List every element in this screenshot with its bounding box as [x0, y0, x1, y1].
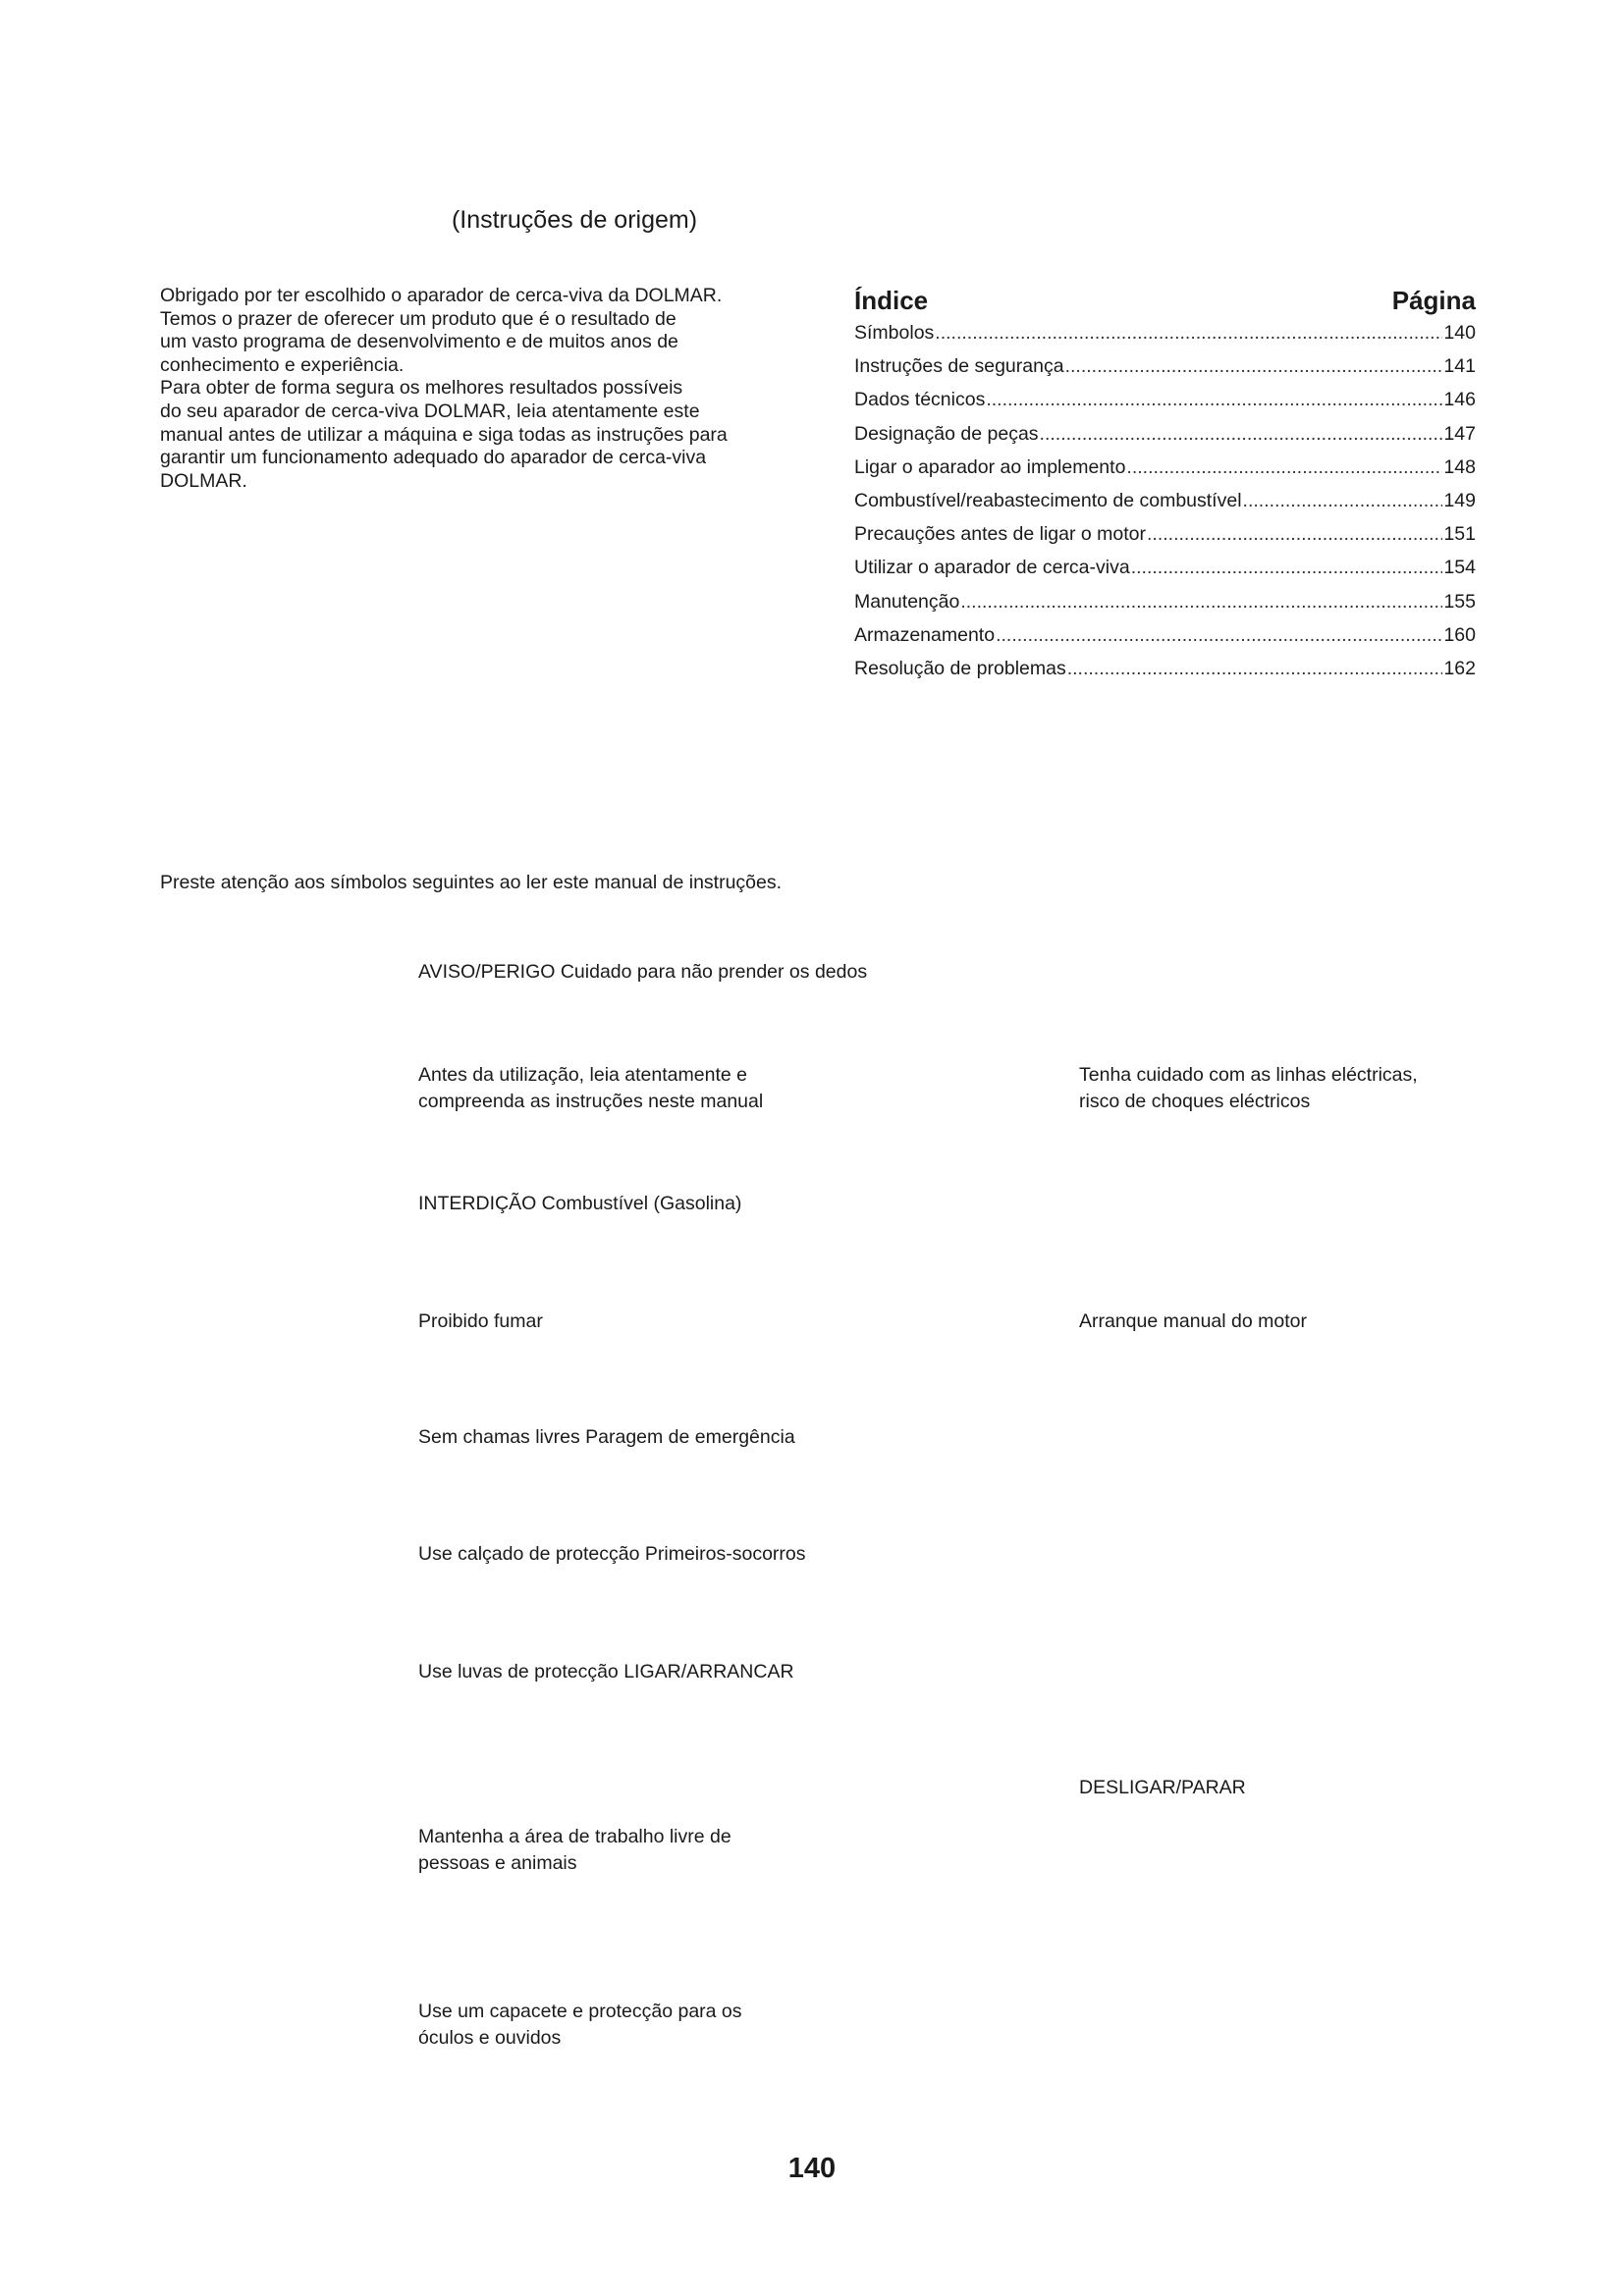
toc-item-label: Ligar o aparador ao implemento — [854, 455, 1126, 478]
table-of-contents — [854, 286, 1476, 691]
toc-item-using[interactable] — [854, 557, 1476, 590]
toc-item-precautions[interactable] — [854, 523, 1476, 557]
toc-item-label: Resolução de problemas — [854, 657, 1066, 679]
toc-heading: Índice — [854, 286, 929, 315]
intro-line: do seu aparador de cerca-viva DOLMAR, leia atentamente este — [160, 400, 700, 422]
toc-leader-dots — [1040, 423, 1443, 446]
toc-item-attach[interactable] — [854, 456, 1476, 490]
symbol-no-smoking: Proibido fumar — [418, 1310, 543, 1332]
document-subtitle: (Instruções de origem) — [451, 206, 698, 234]
toc-leader-dots — [1147, 523, 1442, 546]
symbol-text-line: óculos e ouvidos — [418, 2027, 562, 2049]
toc-item-label: Símbolos — [854, 322, 935, 344]
toc-leader-dots — [1131, 557, 1443, 579]
toc-item-page: 146 — [1443, 389, 1476, 411]
intro-line: Para obter de forma segura os melhores resultados possíveis — [160, 377, 683, 400]
symbol-read-manual — [418, 1062, 763, 1115]
toc-item-technical-data[interactable] — [854, 389, 1476, 422]
toc-leader-dots — [1243, 490, 1443, 512]
symbols-intro: Preste atenção aos símbolos seguintes ao ler este manual de instruções. — [160, 872, 783, 893]
toc-item-label: Instruções de segurança — [854, 355, 1064, 378]
toc-item-label: Manutenção — [854, 590, 960, 613]
symbol-manual-start: Arranque manual do motor — [1079, 1310, 1307, 1332]
symbol-text-line: risco de choques eléctricos — [1079, 1091, 1311, 1112]
toc-leader-dots — [1067, 658, 1443, 680]
symbol-power-lines — [1079, 1062, 1418, 1115]
toc-item-label: Combustível/reabastecimento de combustível — [854, 489, 1242, 511]
toc-item-parts[interactable] — [854, 423, 1476, 456]
symbol-gloves: Use luvas de protecção LIGAR/ARRANCAR — [418, 1661, 794, 1682]
intro-line: um vasto programa de desenvolvimento e de muitos anos de — [160, 331, 678, 353]
toc-item-page: 149 — [1443, 489, 1476, 511]
toc-item-troubleshooting[interactable] — [854, 658, 1476, 691]
toc-item-page: 162 — [1443, 657, 1476, 679]
toc-item-page: 147 — [1443, 422, 1476, 445]
toc-leader-dots — [996, 624, 1442, 647]
toc-page-heading: Página — [1391, 286, 1476, 315]
toc-header — [854, 286, 1476, 316]
toc-item-maintenance[interactable] — [854, 591, 1476, 624]
toc-item-page: 141 — [1443, 355, 1476, 378]
toc-item-fuel[interactable] — [854, 490, 1476, 523]
symbol-warning: AVISO/PERIGO Cuidado para não prender os dedos — [418, 961, 868, 983]
symbol-no-flames: Sem chamas livres Paragem de emergência — [418, 1426, 795, 1448]
toc-item-page: 151 — [1443, 523, 1476, 546]
symbol-fuel: INTERDIÇÃO Combustível (Gasolina) — [418, 1193, 742, 1214]
toc-item-label: Armazenamento — [854, 623, 996, 646]
intro-line: garantir um funcionamento adequado do aparador de cerca-viva — [160, 447, 707, 469]
toc-leader-dots — [1065, 355, 1443, 378]
symbol-stop: DESLIGAR/PARAR — [1079, 1777, 1246, 1798]
toc-item-page: 160 — [1443, 623, 1476, 646]
toc-item-symbols[interactable] — [854, 322, 1476, 355]
symbol-text-line: Antes da utilização, leia atentamente e — [418, 1064, 747, 1086]
symbol-text-line: Tenha cuidado com as linhas eléctricas, — [1079, 1064, 1418, 1086]
symbol-keep-clear — [418, 1824, 731, 1877]
toc-item-label: Precauções antes de ligar o motor — [854, 523, 1146, 546]
symbol-text-line: compreenda as instruções neste manual — [418, 1091, 764, 1112]
toc-leader-dots — [935, 322, 1442, 345]
symbol-text-line: Mantenha a área de trabalho livre de — [418, 1826, 731, 1847]
intro-line: Temos o prazer de oferecer um produto que é o resultado de — [160, 307, 677, 330]
symbol-text-line: Use um capacete e protecção para os — [418, 2001, 742, 2022]
intro-line: manual antes de utilizar a máquina e siga todas as instruções para — [160, 423, 728, 446]
toc-item-label: Dados técnicos — [854, 389, 986, 411]
toc-leader-dots — [986, 389, 1442, 411]
symbol-helmet — [418, 1999, 742, 2052]
toc-item-safety[interactable] — [854, 355, 1476, 389]
toc-item-page: 155 — [1443, 590, 1476, 613]
toc-item-storage[interactable] — [854, 624, 1476, 658]
intro-line: DOLMAR. — [160, 469, 247, 492]
toc-item-page: 140 — [1443, 322, 1476, 344]
toc-leader-dots — [1126, 456, 1442, 479]
intro-line: Obrigado por ter escolhido o aparador de cerca-viva da DOLMAR. — [160, 285, 723, 306]
symbol-text-line: pessoas e animais — [418, 1852, 577, 1874]
toc-item-page: 154 — [1443, 557, 1476, 579]
toc-item-label: Designação de peças — [854, 422, 1039, 445]
symbol-footwear: Use calçado de protecção Primeiros-socorros — [418, 1543, 806, 1565]
toc-leader-dots — [960, 591, 1442, 614]
page-number: 140 — [787, 2153, 837, 2184]
toc-item-label: Utilizar o aparador de cerca-viva — [854, 557, 1130, 579]
intro-line: conhecimento e experiência. — [160, 353, 405, 376]
intro-paragraph — [160, 285, 788, 493]
toc-item-page: 148 — [1443, 455, 1476, 478]
